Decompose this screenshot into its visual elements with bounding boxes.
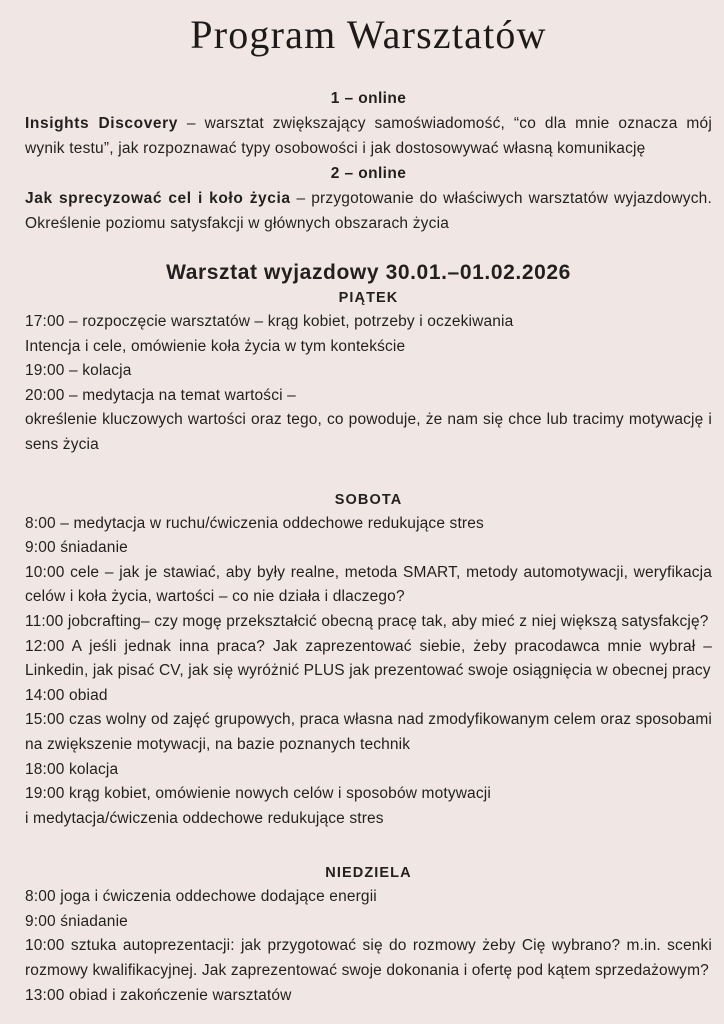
schedule-entry: 12:00 A jeśli jednak inna praca? Jak zaprezentować siebie, żeby pracodawca mnie wybrał – Linkedin, jak pisać CV, jak się wyróżnić PLUS jak prezentować swoje osiągnięcia w obecnej pracy (25, 637, 712, 680)
retreat-title: Warsztat wyjazdowy 30.01.–01.02.2026 (166, 261, 571, 284)
online-session-2 (25, 161, 712, 236)
day-block-piatek (25, 286, 712, 458)
schedule-entry: 14:00 obiad (25, 686, 108, 704)
schedule-entry: 11:00 jobcrafting– czy mogę przekształcić obecną pracę tak, aby mieć z niej większą satysfakcję? (25, 612, 709, 630)
online-session-2-lead: Jak sprecyzować cel i koło życia (25, 190, 291, 207)
schedule-entry: określenie kluczowych wartości oraz tego, co powoduje, że nam się chce lub tracimy motywację i sens życia (25, 411, 712, 453)
schedule-entry: 10:00 cele – jak je stawiać, aby były realne, metoda SMART, metody automotywacji, weryfikacja celów i koła życia, wartości – co nie działa i dlaczego? (25, 563, 712, 606)
schedule-entry: 9:00 śniadanie (25, 912, 128, 930)
online-session-1-heading: 1 – online (330, 90, 407, 107)
schedule-entry: 19:00 krąg kobiet, omówienie nowych celów i sposobów motywacji (25, 785, 491, 803)
schedule-entry: 19:00 – kolacja (25, 362, 132, 380)
day-block-niedziela (25, 831, 712, 1008)
schedule-entry: i medytacja/ćwiczenia oddechowe redukujące stres (25, 809, 384, 827)
online-session-1-text: – warsztat zwiększający samoświadomość, “co dla mnie oznacza mój wynik testu”, jak rozpoznawać typy osobowości i jak dostosowywać własną komunikację (25, 115, 712, 157)
day-heading-sobota: SOBOTA (334, 491, 403, 508)
page-title: Program Warsztatów (190, 12, 547, 57)
schedule-entry: 9:00 śniadanie (25, 539, 128, 557)
schedule-entry: 8:00 – medytacja w ruchu/ćwiczenia oddechowe redukujące stres (25, 514, 484, 532)
schedule-list-sobota (25, 512, 712, 832)
schedule-list-niedziela (25, 885, 712, 1008)
online-session-1-lead: Insights Discovery (25, 115, 179, 132)
schedule-entry: 20:00 – medytacja na temat wartości – (25, 386, 296, 404)
schedule-entry: 13:00 obiad i zakończenie warsztatów (25, 986, 292, 1004)
schedule-entry: 8:00 joga i ćwiczenia oddechowe dodające energii (25, 888, 377, 906)
schedule-entry: 15:00 czas wolny od zajęć grupowych, praca własna nad zmodyfikowanym celem oraz sposobami na zwiększenie motywacji, na bazie poznanych technik (25, 711, 712, 753)
online-session-1 (25, 86, 712, 161)
schedule-list-piatek (25, 310, 712, 458)
schedule-entry: 18:00 kolacja (25, 760, 119, 778)
online-session-2-heading: 2 – online (330, 165, 407, 182)
online-session-2-text: – przygotowanie do właściwych warsztatów wyjazdowych. Określenie poziomu satysfakcji w głównych obszarach życia (25, 190, 712, 232)
day-heading-niedziela: NIEDZIELA (325, 865, 412, 882)
online-session-2-body (25, 186, 712, 236)
day-heading-piatek: PIĄTEK (338, 290, 399, 306)
schedule-entry: 10:00 sztuka autoprezentacji: jak przygotować się do rozmowy żeby Cię wybrano? m.in. scenki rozmowy kwalifikacyjnej. Jak zaprezentować swoje dokonania i ofertę pod kątem sprzedażowym? (25, 937, 712, 980)
day-block-sobota (25, 458, 712, 832)
schedule-entry: 17:00 – rozpoczęcie warsztatów – krąg kobiet, potrzeby i oczekiwania (25, 313, 514, 330)
schedule-entry: Intencja i cele, omówienie koła życia w tym kontekście (25, 337, 406, 355)
online-session-1-body (25, 111, 712, 161)
